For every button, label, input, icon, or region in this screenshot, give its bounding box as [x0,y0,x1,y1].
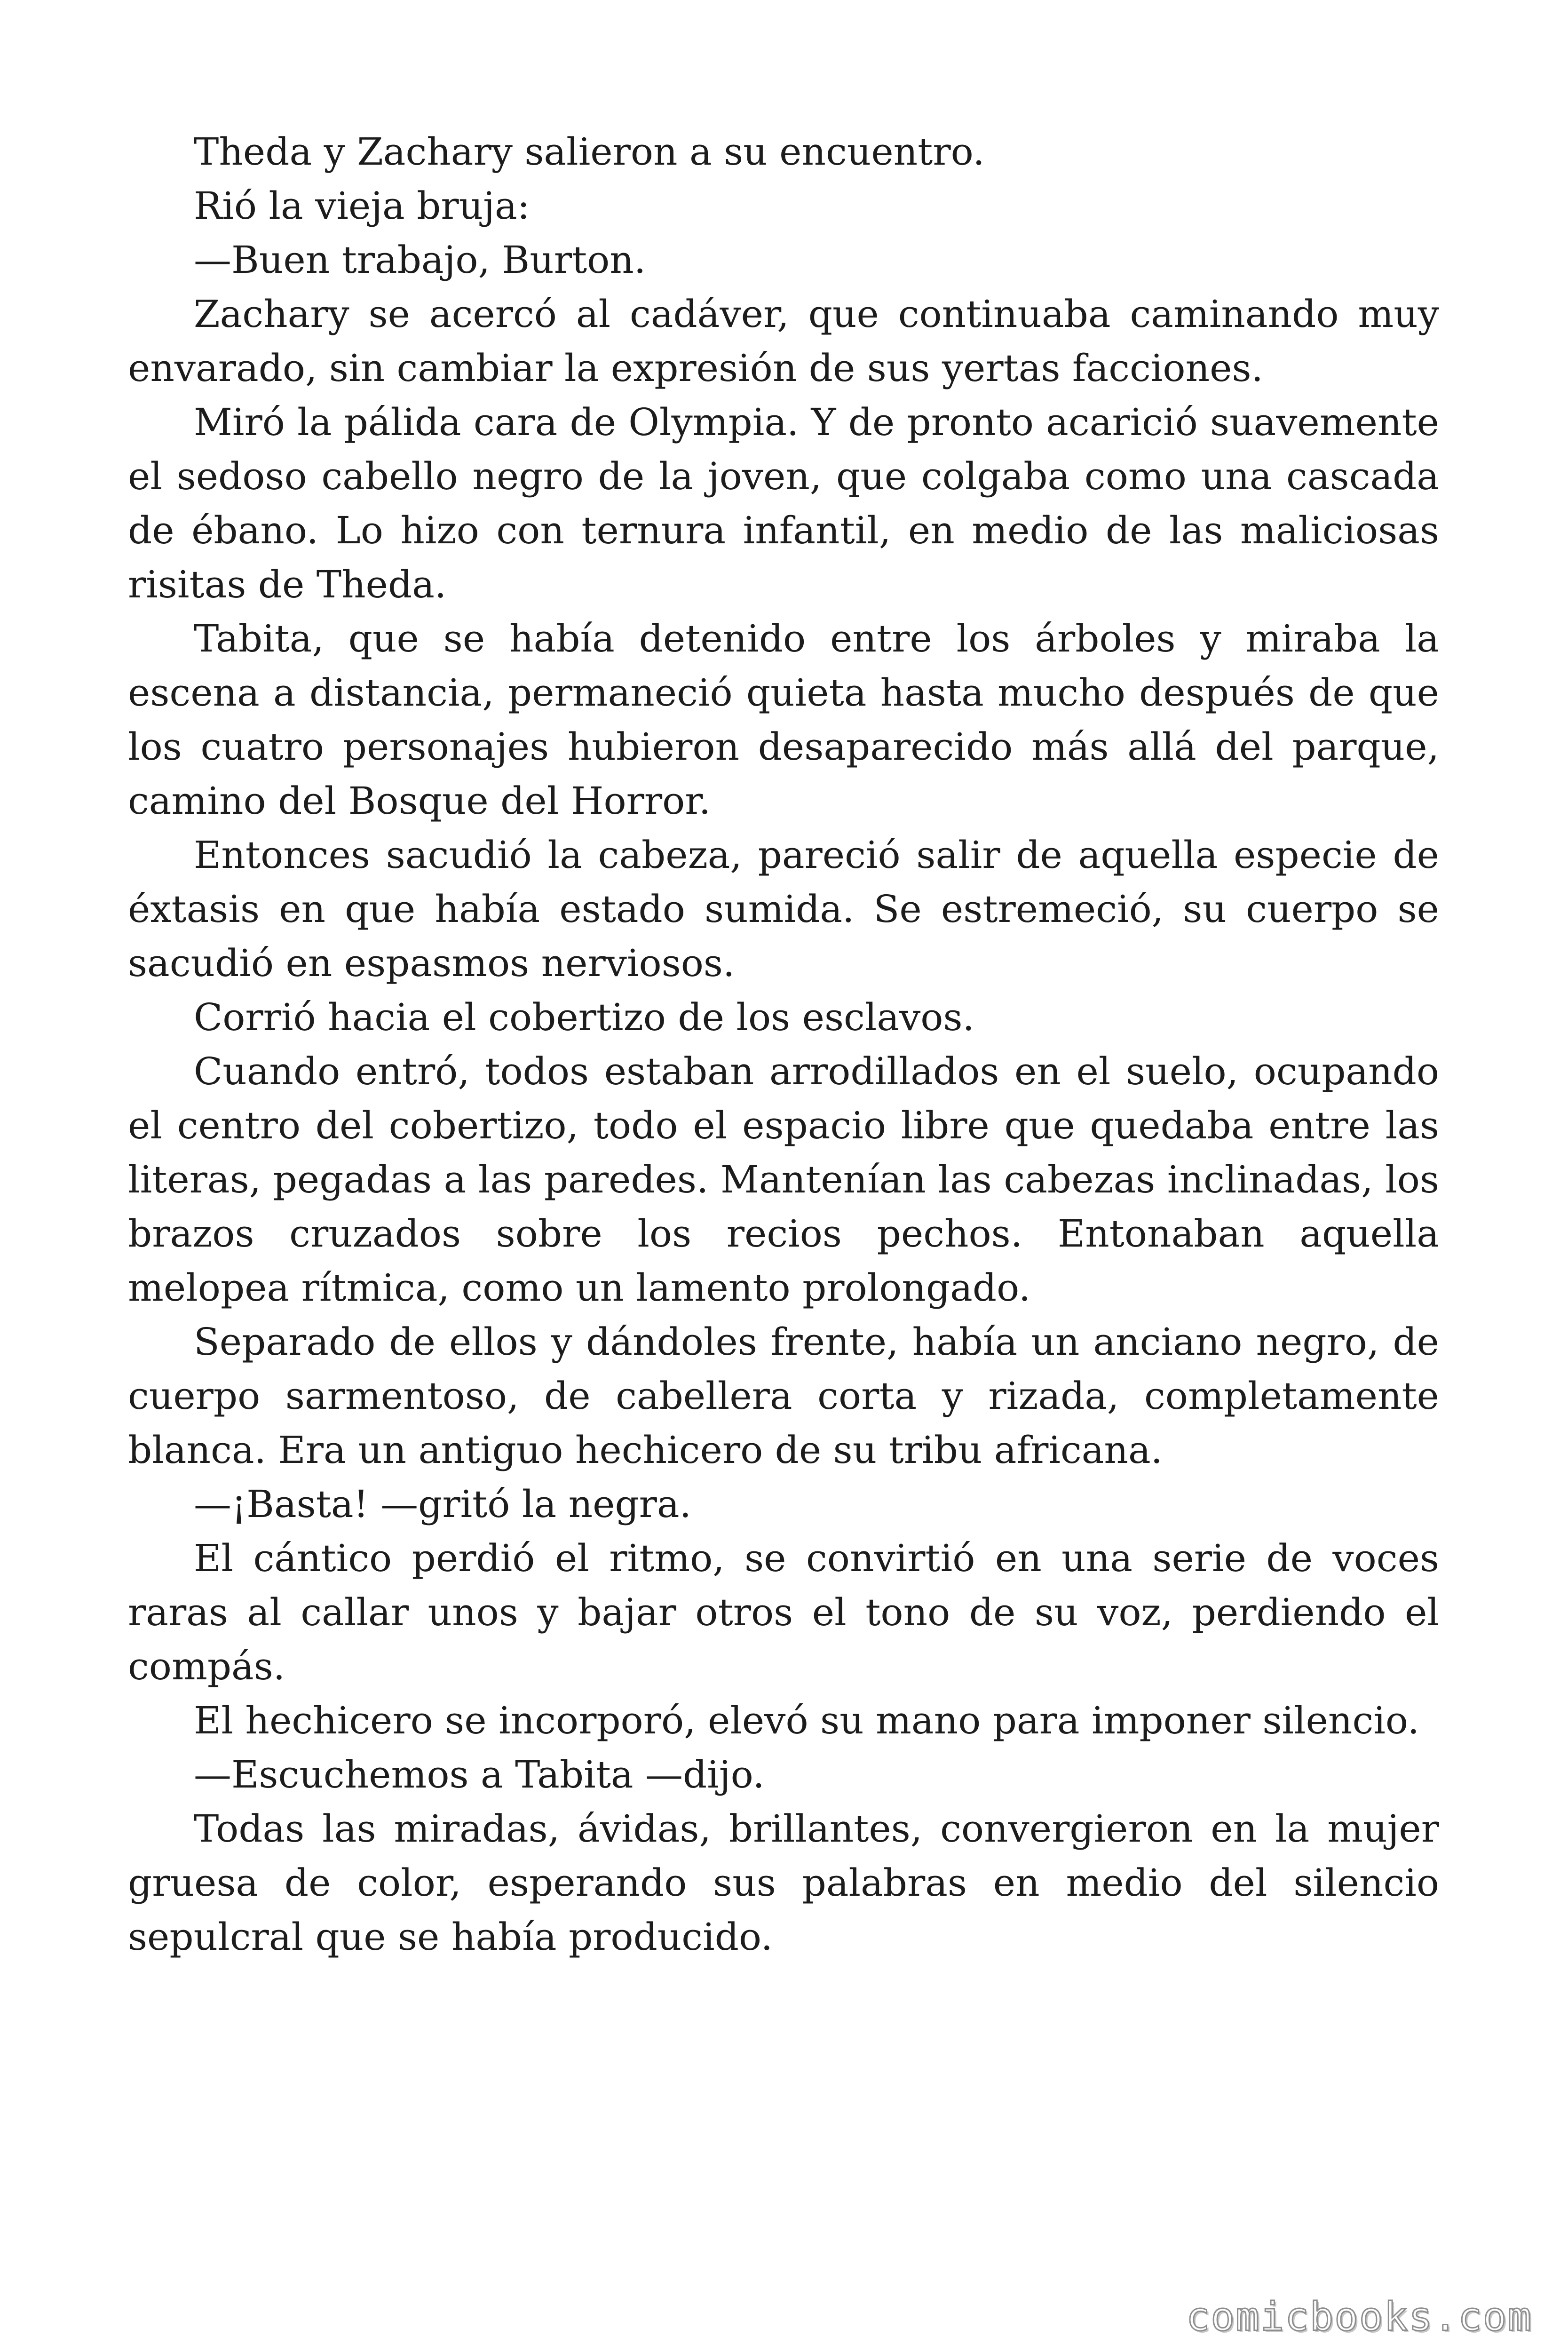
paragraph: Tabita, que se había detenido entre los árboles y miraba la escena a distancia, permaneció quieta hasta mucho después de que los cuatro personajes hubieron desaparecido más allá del parque, camino del Bosque del Horror. [128,617,1439,823]
paragraph: Corrió hacia el cobertizo de los esclavos. [194,995,974,1039]
paragraph: Entonces sacudió la cabeza, pareció salir de aquella especie de éxtasis en que había estado sumida. Se estremeció, su cuerpo se sacudió en espasmos nerviosos. [128,833,1439,985]
paragraph: —¡Basta! —gritó la negra. [194,1482,692,1526]
paragraph: Theda y Zachary salieron a su encuentro. [194,130,985,174]
paragraph: —Buen trabajo, Burton. [194,238,646,282]
paragraph: El cántico perdió el ritmo, se convirtió en una serie de voces raras al callar unos y bajar otros el tono de su voz, perdiendo el compás. [128,1536,1439,1688]
paragraph: Cuando entró, todos estaban arrodillados en el suelo, ocupando el centro del cobertizo, todo el espacio libre que quedaba entre las literas, pegadas a las paredes. Mantenían las cabezas inclinadas, los brazos cruzados sobre los recios pechos. Entonaban aquella melopea rítmica, como un lamento prolongado. [128,1049,1439,1310]
paragraph: Miró la pálida cara de Olympia. Y de pronto acarició suavemente el sedoso cabello negro de la joven, que colgaba como una cascada de ébano. Lo hizo con ternura infantil, en medio de las maliciosas risitas de Theda. [128,400,1439,606]
page-body [128,125,1439,1964]
watermark: comicbooks.com [1186,2294,1532,2340]
paragraph: Rió la vieja bruja: [194,184,530,228]
paragraph: El hechicero se incorporó, elevó su mano para imponer silencio. [194,1699,1420,1742]
paragraph: Todas las miradas, ávidas, brillantes, convergieron en la mujer gruesa de color, esperando sus palabras en medio del silencio sepulcral que se había producido. [128,1807,1439,1959]
paragraph: —Escuchemos a Tabita —dijo. [194,1753,765,1796]
paragraph: Separado de ellos y dándoles frente, había un anciano negro, de cuerpo sarmentoso, de cabellera corta y rizada, completamente blanca. Era un antiguo hechicero de su tribu africana. [128,1320,1439,1472]
paragraph: Zachary se acercó al cadáver, que continuaba caminando muy envarado, sin cambiar la expresión de sus yertas facciones. [128,292,1439,390]
